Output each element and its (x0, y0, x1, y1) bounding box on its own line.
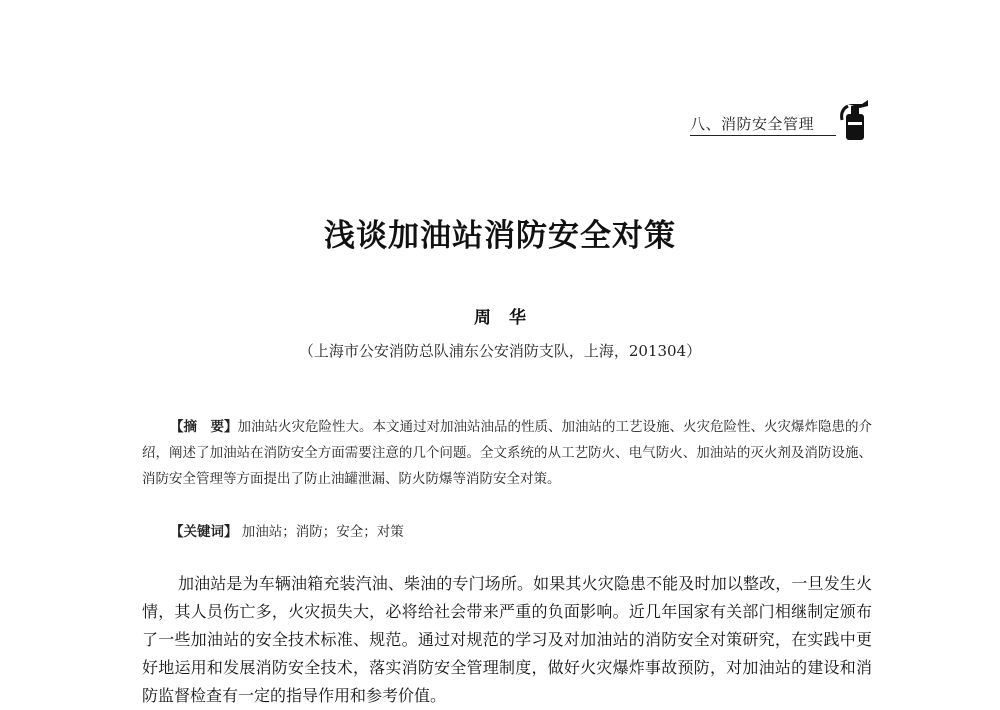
body-paragraph: 加油站是为车辆油箱充装汽油、柴油的专门场所。如果其火灾隐患不能及时加以整改，一旦发生火情，其人员伤亡多，火灾损失大，必将给社会带来严重的负面影响。近几年国家有关部门相继制定颁布了一些加油站的安全技术标准、规范。通过对规范的学习及对加油站的消防安全对策研究，在实践中更好地运用和发展消防安全技术，落实消防安全管理制度，做好火灾爆炸事故预防，对加油站的建设和消防监督检查有一定的指导作用和参考价值。 (142, 574, 872, 705)
running-header (690, 113, 840, 134)
fire-extinguisher-icon (838, 96, 874, 142)
keywords-text: 加油站；消防；安全；对策 (241, 524, 404, 540)
article-author: 周华 (474, 308, 544, 328)
section-label: 八、消防安全管理 (690, 115, 815, 133)
header-rule (690, 135, 836, 136)
article-title: 浅谈加油站消防安全对策 (324, 218, 676, 254)
author-affiliation: （上海市公安消防总队浦东公安消防支队，上海，201304） (298, 342, 702, 360)
abstract-text: 加油站火灾危险性大。本文通过对加油站油品的性质、加油站的工艺设施、火灾危险性、火灾爆炸隐患的介绍，阐述了加油站在消防安全方面需要注意的几个问题。全文系统的从工艺防火、电气防火、加油站的灭火剂及消防设施、消防安全管理等方面提出了防止油罐泄漏、防火防爆等消防安全对策。 (142, 419, 872, 487)
abstract (142, 414, 872, 492)
abstract-label: 【摘 要】 (170, 419, 238, 435)
keywords (170, 520, 870, 540)
keywords-label: 【关键词】 (170, 524, 238, 540)
